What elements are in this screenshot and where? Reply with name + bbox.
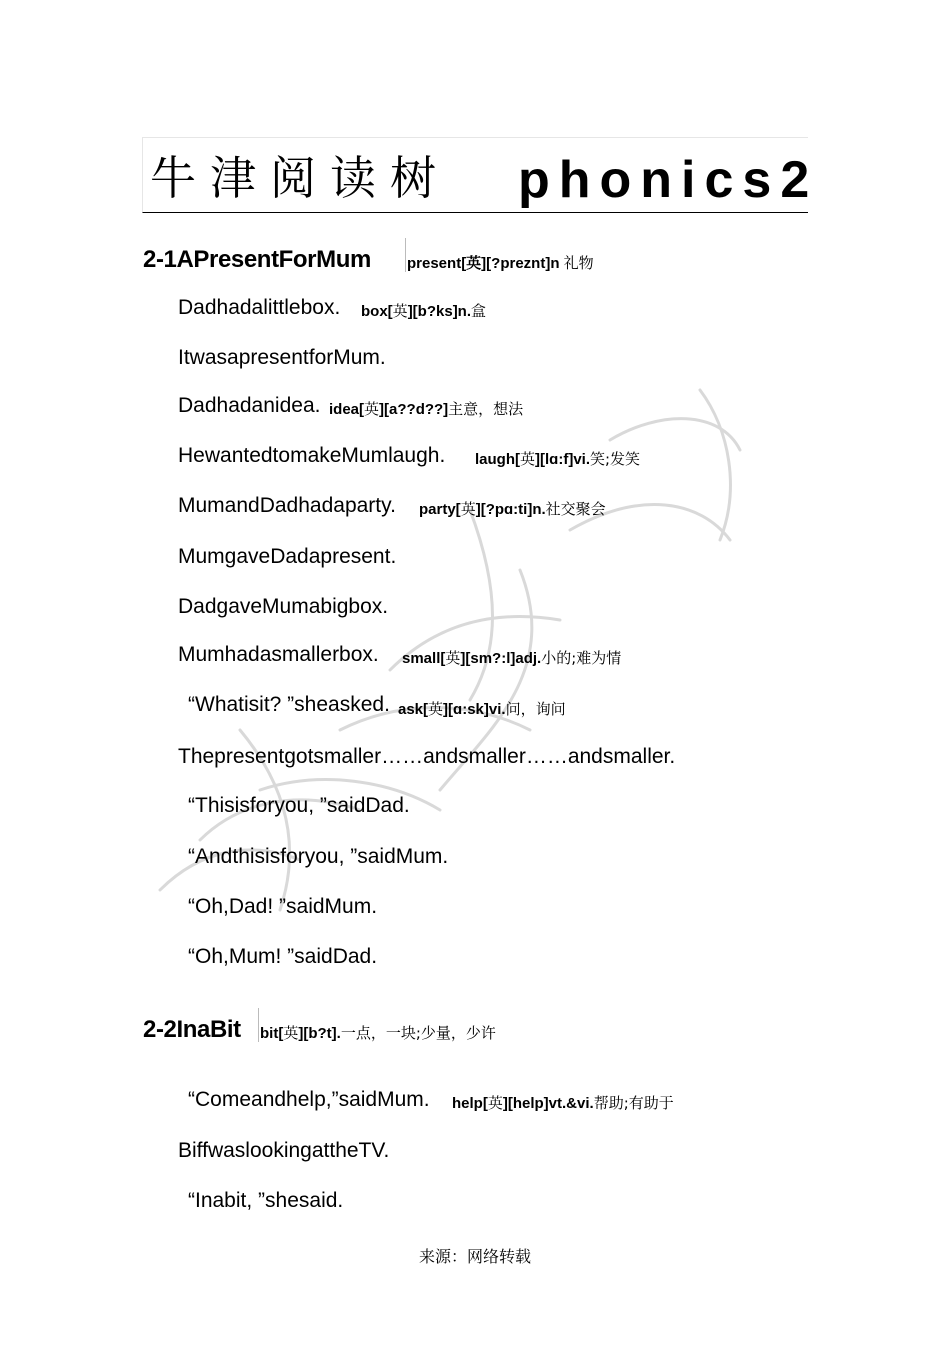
gloss-meaning: 小的;难为情 [541,649,622,667]
gloss-cn: 英 [283,1024,299,1042]
vocab-gloss [419,498,606,519]
story-line: ItwasapresentforMum. [178,346,386,369]
story-line: HewantedtomakeMumlaugh. [178,444,446,467]
page-title-english: phonics2 [518,151,819,209]
story-line: MumandDadhadaparty. [178,494,396,517]
gloss-ipa: ][?pɑ:ti]n. [475,501,546,518]
vocab-gloss [329,398,523,419]
gloss-ipa: ][help]vt.&vi. [502,1095,594,1112]
gloss-word: laugh[ [475,451,520,468]
story-line: “Oh,Mum! ”saidDad. [188,945,378,968]
heading-gloss [407,252,594,273]
gloss-word: present [407,255,462,272]
gloss-meaning: 礼物 [563,254,594,272]
gloss-ipa: ][b?ks]n. [407,303,472,320]
vocab-gloss [475,448,640,469]
story-line: “Inabit, ”shesaid. [188,1189,344,1212]
vocab-gloss [452,1092,674,1113]
story-line: “Andthisisforyou, ”saidMum. [188,845,449,868]
gloss-ipa: [英][?preznt]n [461,255,560,272]
story-line: “Oh,Dad! ”saidMum. [188,895,378,918]
story-line: DadgaveMumabigbox. [178,595,389,618]
vocab-gloss [361,300,486,321]
story-line: “Whatisit? ”sheasked. [188,693,390,716]
column-rule [258,1008,259,1042]
gloss-word: small[ [402,650,446,667]
gloss-meaning: 盒 [471,302,487,320]
gloss-word: help[ [452,1095,488,1112]
column-rule [405,238,406,272]
gloss-cn: 英 [487,1094,503,1112]
gloss-cn: 英 [460,500,476,518]
gloss-word: box[ [361,303,393,320]
gloss-word: ask[ [398,701,429,718]
story-line: Mumhadasmallerbox. [178,643,379,666]
gloss-meaning: 一点，一块;少量，少许 [340,1024,496,1042]
gloss-meaning: 问，询问 [505,700,566,718]
page-title-chinese: 牛津阅读树 [150,151,450,205]
gloss-cn: 英 [392,302,408,320]
gloss-meaning: 帮助;有助于 [593,1094,674,1112]
story-line: MumgaveDadapresent. [178,545,397,568]
vocab-gloss [402,647,621,668]
gloss-ipa: ][lɑ:f]vi. [535,451,590,468]
story-line: “Comeandhelp,”saidMum. [188,1088,430,1111]
gloss-cn: 英 [445,649,461,667]
gloss-ipa: ][sm?:l]adj. [460,650,542,667]
lesson-heading: 2-1APresentForMum [143,246,371,273]
vocab-gloss [398,698,566,719]
page-footer: 来源：网络转载 [418,1247,531,1266]
gloss-word: bit[ [260,1025,284,1042]
gloss-ipa: ][a??d??] [379,401,449,418]
gloss-cn: 英 [520,450,536,468]
story-line: Dadhadanidea. [178,394,321,417]
story-line: BiffwaslookingattheTV. [178,1139,390,1162]
gloss-ipa: ][b?t]. [298,1025,341,1042]
gloss-cn: 英 [428,700,444,718]
gloss-word: idea[ [329,401,365,418]
heading-gloss [260,1022,496,1043]
gloss-meaning: 笑;发笑 [590,450,641,468]
lesson-heading: 2-2InaBit [143,1016,241,1043]
gloss-word: party[ [419,501,461,518]
gloss-meaning: 社交聚会 [545,500,606,518]
gloss-ipa: ][ɑ:sk]vi. [443,701,506,718]
gloss-cn: 英 [364,400,380,418]
story-line: Thepresentgotsmaller……andsmaller……andsmaller. [178,745,676,768]
story-line: “Thisisforyou, ”saidDad. [188,794,410,817]
gloss-meaning: 主意，想法 [448,400,524,418]
story-line: Dadhadalittlebox. [178,296,341,319]
